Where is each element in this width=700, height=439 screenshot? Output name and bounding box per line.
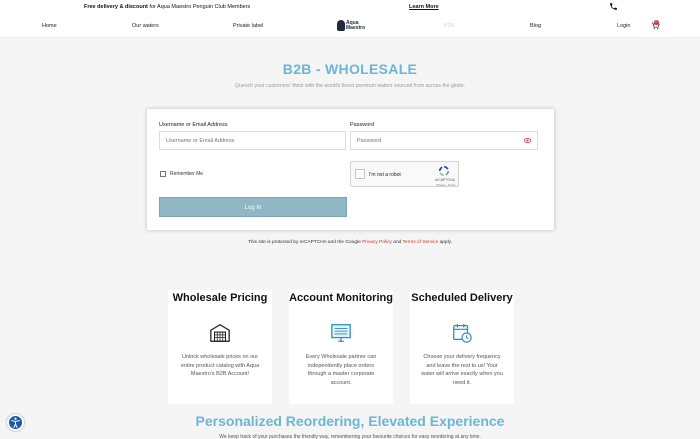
recaptcha-notice	[0, 238, 700, 247]
feature-card-delivery	[410, 290, 514, 404]
password-input[interactable]	[350, 131, 538, 150]
username-input[interactable]	[159, 131, 346, 150]
notice-and: and	[391, 240, 403, 245]
promo-bold: Free delivery & discount	[84, 4, 148, 10]
monitor-icon	[330, 322, 352, 344]
feature-title: Scheduled Delivery	[411, 292, 513, 304]
feature-title: Account Monitoring	[289, 292, 393, 304]
remember-me-label: Remember Me	[170, 171, 204, 177]
page-subtitle: Quench your customers' thirst with the world's finest premium waters sourced from across the globe.	[234, 83, 466, 89]
promo-bar	[0, 0, 700, 14]
password-label: Password	[350, 122, 375, 128]
cart-count-badge: 0	[655, 20, 658, 24]
recaptcha-widget	[350, 161, 459, 187]
phone-icon[interactable]	[609, 2, 618, 11]
notice-prefix: This site is protected by reCAPTCHA and the Google	[247, 240, 363, 245]
nav-blog[interactable]: Blog	[530, 23, 542, 29]
recaptcha-terms[interactable]: Privacy - Terms	[436, 183, 456, 187]
promo-rest: for Aqua Maestro Penguin Club Members	[147, 4, 251, 10]
accessibility-button[interactable]	[7, 414, 24, 431]
username-label: Username or Email Address	[159, 122, 228, 128]
accessibility-icon	[9, 416, 22, 429]
remember-me-checkbox[interactable]	[160, 171, 166, 177]
main-nav	[0, 14, 700, 38]
feature-title: Wholesale Pricing	[172, 292, 268, 304]
privacy-policy-link[interactable]: Privacy Policy	[362, 240, 392, 245]
notice-suffix: apply.	[438, 240, 453, 245]
recaptcha-checkbox[interactable]	[355, 169, 365, 179]
warehouse-icon	[209, 322, 231, 344]
learn-more-link[interactable]: Learn More	[409, 4, 439, 10]
show-password-icon[interactable]	[524, 138, 531, 143]
nav-b2b[interactable]: B2B	[444, 23, 455, 29]
nav-home[interactable]: Home	[42, 23, 57, 29]
terms-of-service-link[interactable]: Terms of Service	[402, 240, 439, 245]
penguin-logo-icon	[337, 20, 345, 31]
nav-our-waters[interactable]: Our waters	[132, 23, 159, 29]
feature-card-wholesale	[168, 290, 272, 404]
nav-login[interactable]: Login	[617, 23, 631, 29]
logo-text: Aqua Maestro	[346, 20, 366, 32]
page-title: B2B - WHOLESALE	[282, 61, 418, 77]
calendar-clock-icon	[451, 322, 473, 344]
recaptcha-brand: reCAPTCHA	[435, 178, 455, 182]
nav-private-label[interactable]: Private label	[233, 23, 264, 29]
section-text: We keep track of your purchases the friendly way, remembering your favourite choices for easy reordering at any time.	[219, 434, 481, 439]
recaptcha-label: I'm not a robot	[369, 172, 401, 178]
feature-description: Unlock wholesale prices on our entire product catalog with Aqua Maestro's B2B Account!	[180, 354, 260, 377]
login-button[interactable]: Log In	[159, 197, 347, 217]
recaptcha-icon	[438, 165, 450, 177]
feature-card-monitoring	[289, 290, 393, 404]
feature-description: Every Wholesale partner can independently place orders through a master corporate account.	[305, 354, 377, 386]
promo-text	[84, 4, 250, 10]
section-title: Personalized Reordering, Elevated Experience	[195, 413, 505, 429]
feature-description: Choose your delivery frequency and leave the rest to us! Your water will arrive exactly when you need it.	[421, 354, 503, 386]
